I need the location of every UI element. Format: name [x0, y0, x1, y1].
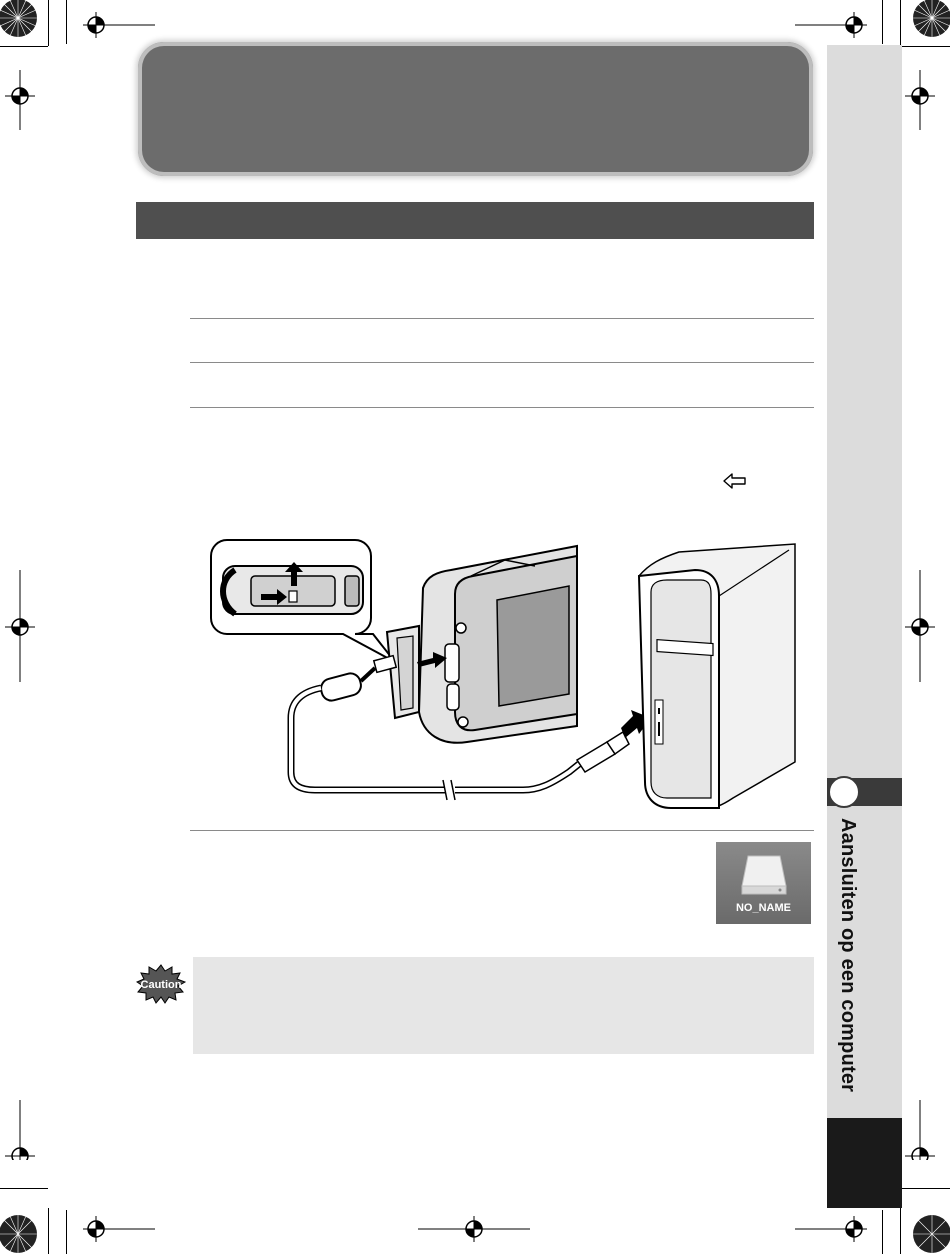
registration-mark-icon [83, 12, 155, 38]
registration-mark-icon [5, 1100, 35, 1160]
page-title-banner [138, 42, 813, 176]
crop-line [902, 1188, 950, 1189]
corner-rosette-top-left [0, 0, 38, 38]
crop-line [48, 0, 49, 46]
registration-mark-icon [905, 1100, 935, 1160]
crop-line [900, 0, 901, 46]
registration-mark-icon [795, 12, 867, 38]
left-arrow-outline-icon [722, 472, 748, 490]
corner-rosette-bottom-left [0, 1214, 38, 1254]
page-number-tab [827, 1118, 902, 1208]
registration-mark-icon [5, 570, 35, 682]
registration-mark-icon [5, 70, 35, 130]
removable-drive-icon [716, 842, 811, 924]
chapter-title: Aansluiten op een computer [837, 818, 859, 1093]
crop-line [882, 1210, 883, 1254]
caution-box [193, 957, 814, 1054]
registration-mark-icon [83, 1216, 155, 1242]
step-divider [190, 362, 814, 363]
crop-line [0, 1188, 48, 1189]
registration-mark-icon [905, 570, 935, 682]
crop-line [66, 1210, 67, 1254]
crop-line [882, 0, 883, 44]
section-heading-bar [136, 202, 814, 239]
crop-line [66, 0, 67, 44]
step-divider [190, 407, 814, 408]
crop-line [0, 46, 48, 47]
caution-icon-label: Caution [140, 979, 182, 991]
crop-line [902, 46, 950, 47]
corner-rosette-top-right [912, 0, 950, 38]
camera-usb-connection-illustration [205, 536, 805, 812]
crop-line [48, 1208, 49, 1254]
caution-starburst-icon [136, 964, 186, 1004]
registration-mark-icon [418, 1216, 530, 1242]
step-divider [190, 830, 814, 831]
chapter-number-circle [828, 776, 860, 808]
registration-mark-icon [905, 70, 935, 130]
registration-mark-icon [795, 1216, 867, 1242]
corner-rosette-bottom-right [912, 1214, 950, 1254]
drive-icon-label: NO_NAME [735, 902, 791, 914]
step-divider [190, 318, 814, 319]
